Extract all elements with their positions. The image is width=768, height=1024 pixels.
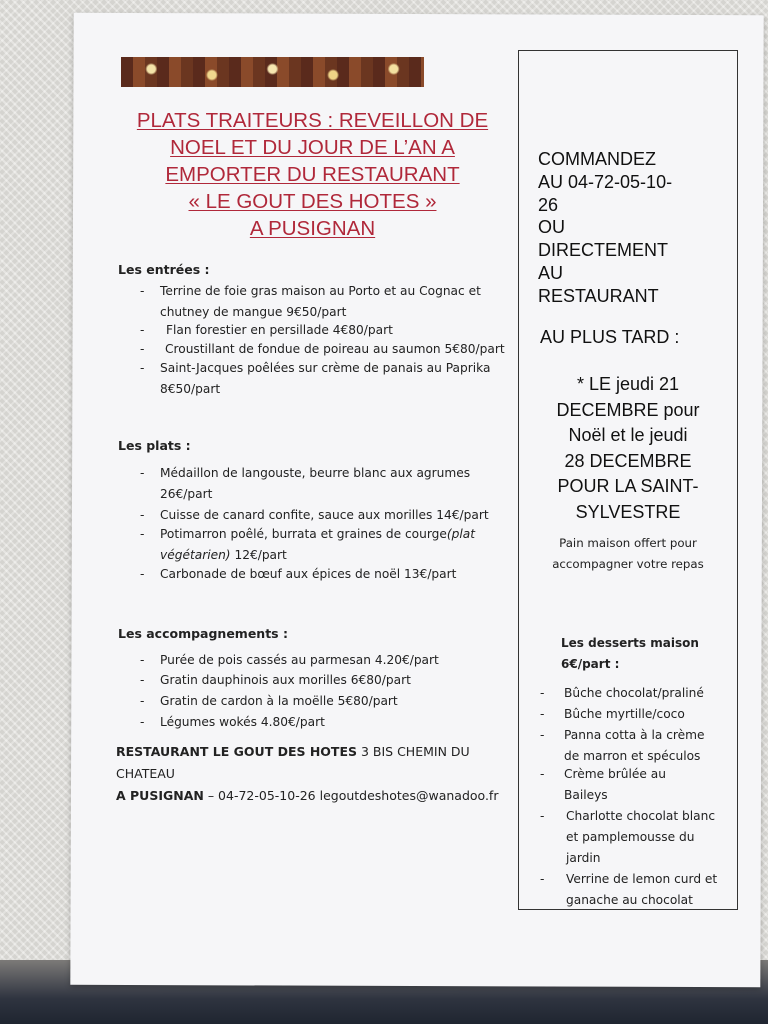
restaurant-contact (116, 741, 516, 807)
bullet-dash: - (140, 715, 145, 729)
bullet-dash: - (140, 342, 145, 356)
plat-item: Carbonade de bœuf aux épices de noël 13€/part (160, 567, 457, 581)
order-line: COMMANDEZ (538, 149, 656, 169)
bullet-dash: - (540, 686, 545, 700)
bullet-dash: - (540, 809, 545, 823)
order-line: AU (538, 262, 564, 283)
restaurant-address: 3 BIS CHEMIN DU CHATEAU (116, 744, 470, 781)
list-item (140, 505, 510, 526)
vegetarian-note: (plat végétarien) (160, 527, 475, 562)
deadline-label: AU PLUS TARD : (540, 327, 680, 347)
desserts-heading-line: Les desserts maison (561, 636, 699, 650)
bullet-dash: - (140, 527, 145, 541)
plat-item: Médaillon de langouste, beurre blanc aux agrumes 26€/part (160, 466, 471, 501)
plat-item-vegetarian (160, 524, 510, 566)
contact-line (116, 741, 516, 785)
bullet-dash: - (540, 872, 545, 886)
deadline-line: POUR LA SAINT- (557, 476, 699, 496)
bread-offer-line: accompagner votre repas (552, 557, 704, 571)
dessert-text: Panna cotta à la crème de marron et spéculos (564, 728, 705, 763)
entree-item: Saint-Jacques poêlées sur crème de panais au Paprika 8€50/part (160, 361, 491, 396)
order-line: DIRECTEMENT (538, 240, 668, 261)
bullet-dash: - (140, 466, 145, 480)
bullet-dash: - (140, 323, 145, 337)
list-item (140, 281, 510, 323)
dessert-text: Bûche myrtille/coco (564, 707, 685, 721)
title-line: « LE GOUT DES HOTES » (188, 190, 437, 213)
dessert-text: Verrine de lemon curd et ganache au chocolat (566, 872, 718, 907)
dessert-item (540, 704, 730, 725)
entree-item: Croustillant de fondue de poireau au saumon 5€80/part (165, 342, 505, 356)
entrees-heading: Les entrées : (118, 262, 210, 277)
dessert-item (540, 764, 730, 806)
contact-line (116, 785, 516, 807)
list-item (140, 320, 510, 341)
bullet-dash: - (140, 694, 145, 708)
accompagnement-item: Légumes wokés 4.80€/part (160, 715, 325, 729)
plat-item: Cuisse de canard confite, sauce aux morilles 14€/part (160, 508, 489, 522)
bullet-dash: - (540, 728, 545, 742)
deadline-dates (528, 372, 728, 525)
page-title (110, 107, 515, 242)
list-item (140, 524, 510, 566)
list-item (140, 358, 510, 400)
restaurant-town: A PUSIGNAN (116, 788, 204, 803)
bullet-dash: - (140, 673, 145, 687)
title-line: PLATS TRAITEURS : REVEILLON DE (136, 109, 489, 132)
deadline-line: Noël et le jeudi (568, 425, 688, 445)
entree-item: Terrine de foie gras maison au Porto et au Cognac et chutney de mangue 9€50/part (160, 284, 481, 319)
accompagnement-item: Purée de pois cassés au parmesan 4.20€/part (160, 653, 439, 667)
bullet-dash: - (540, 707, 545, 721)
list-item (140, 463, 510, 505)
bullet-dash: - (540, 767, 545, 781)
dessert-item (540, 725, 730, 767)
order-line: RESTAURANT (538, 285, 659, 306)
bullet-dash: - (140, 653, 145, 667)
plats-heading: Les plats : (118, 438, 191, 453)
bread-offer (528, 533, 728, 575)
dessert-text: Crème brûlée au Baileys (564, 767, 666, 802)
desserts-heading (561, 633, 731, 675)
deadline-line: DECEMBRE pour (556, 399, 700, 420)
accompagnement-item: Gratin de cardon à la moëlle 5€80/part (160, 694, 398, 708)
desserts-heading-line: 6€/part : (561, 657, 620, 671)
accompagnements-heading: Les accompagnements : (118, 626, 288, 641)
title-line: A PUSIGNAN (249, 217, 376, 240)
bullet-dash: - (140, 284, 145, 298)
restaurant-phone-email: – 04-72-05-10-26 legoutdeshotes@wanadoo.fr (203, 788, 499, 803)
deadline-line: 28 DECEMBRE (564, 450, 692, 471)
list-item (140, 650, 510, 671)
order-line: AU 04-72-05-10- (538, 171, 673, 192)
title-line: EMPORTER DU RESTAURANT (165, 163, 460, 186)
title-line: NOEL ET DU JOUR DE L’AN A (170, 136, 455, 159)
order-line: 26 (538, 194, 559, 215)
decorative-banner (121, 57, 424, 87)
entree-item: Flan forestier en persillade 4€80/part (166, 323, 393, 337)
list-item (140, 712, 510, 733)
dessert-item (540, 806, 730, 869)
order-line: OU (538, 217, 565, 238)
deadline-line: SYLVESTRE (575, 501, 681, 522)
bullet-dash: - (140, 508, 145, 522)
dessert-item (540, 683, 730, 704)
bread-offer-line: Pain maison offert pour (559, 536, 697, 550)
list-item (140, 670, 510, 691)
plat-price: 12€/part (230, 548, 287, 562)
dessert-item (540, 869, 730, 911)
accompagnement-item: Gratin dauphinois aux morilles 6€80/part (160, 673, 411, 687)
list-item (140, 339, 510, 360)
list-item (140, 564, 510, 585)
order-instructions (538, 148, 728, 308)
deadline-line: * LE jeudi 21 (576, 374, 680, 394)
bullet-dash: - (140, 361, 145, 375)
dessert-text: Bûche chocolat/praliné (564, 686, 704, 700)
list-item (140, 691, 510, 712)
dessert-text: Charlotte chocolat blanc et pamplemousse du jardin (566, 809, 716, 865)
restaurant-name: RESTAURANT LE GOUT DES HOTES (116, 744, 357, 759)
plat-text: Potimarron poêlé, burrata et graines de courge (160, 527, 447, 541)
bullet-dash: - (140, 567, 145, 581)
